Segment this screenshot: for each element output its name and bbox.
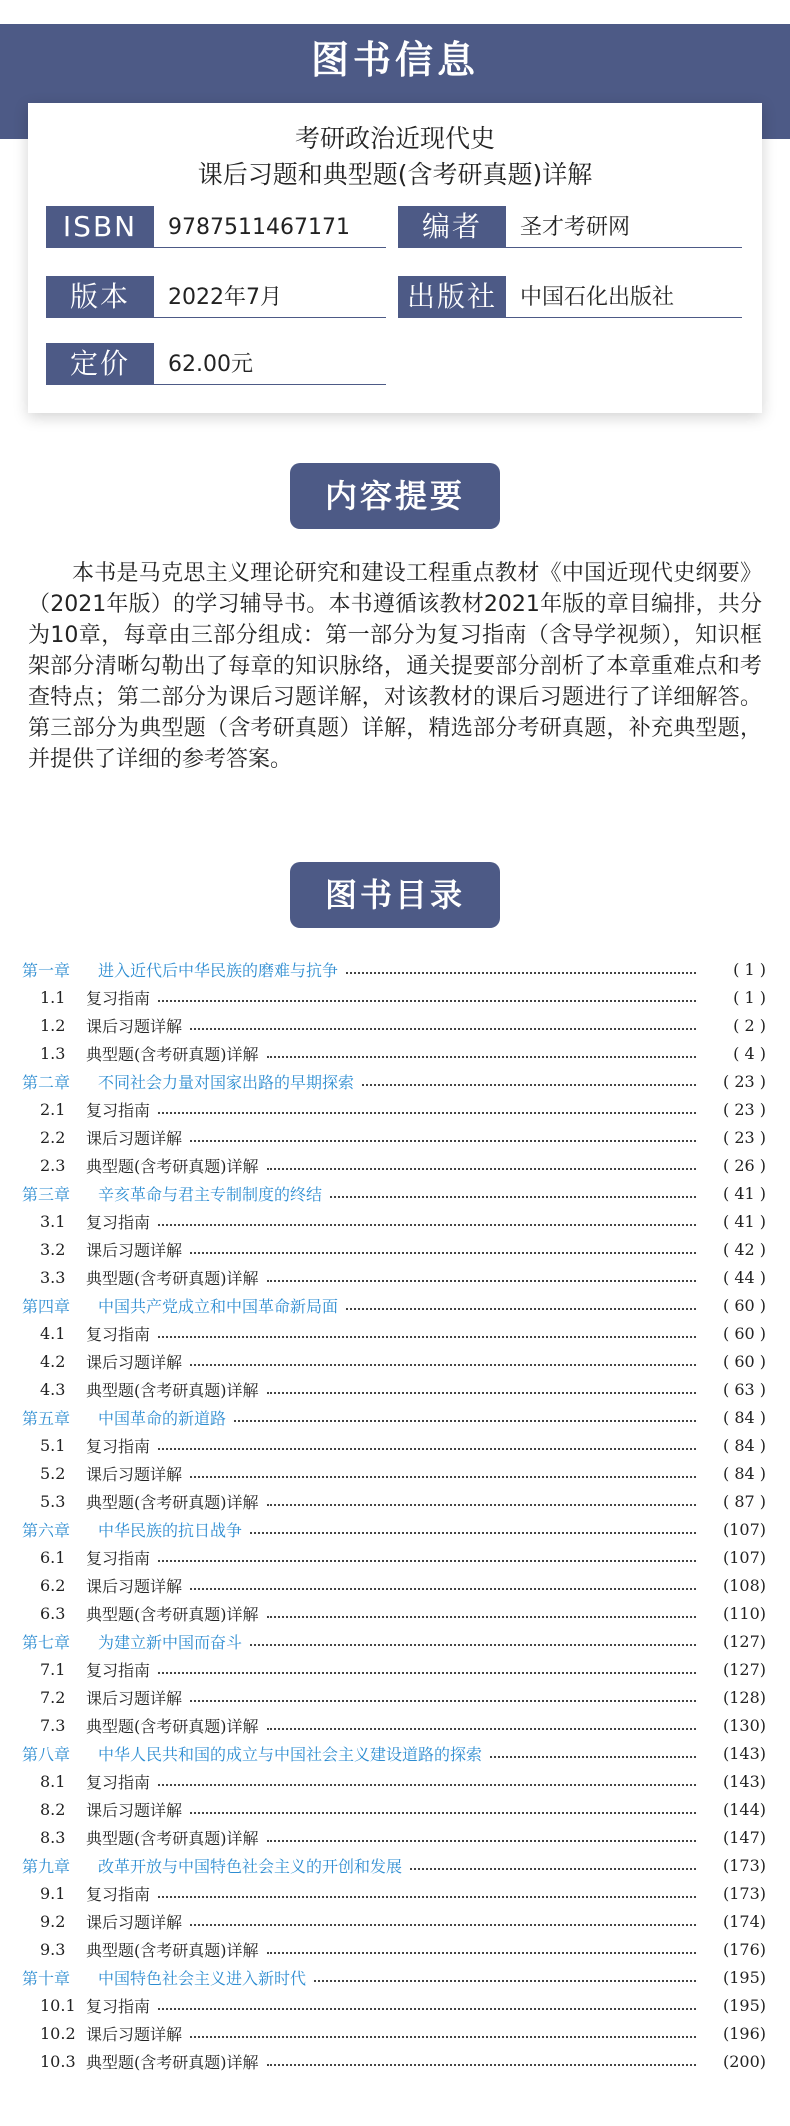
toc-entry-number: 第四章	[22, 1296, 71, 1316]
toc-entry-page: (200)	[722, 2051, 766, 2071]
toc-section-row[interactable]	[22, 1683, 766, 1711]
isbn-value: 9787511467171	[154, 206, 386, 248]
toc-entry-number: 第七章	[22, 1632, 71, 1652]
toc-entry-page: ( 26 )	[722, 1155, 766, 1175]
toc-leader-dots	[190, 1588, 696, 1590]
book-info-card	[28, 103, 762, 413]
toc-entry-title: 典型题(含考研真题)详解	[86, 1044, 259, 1064]
toc-entry-title: 课后习题详解	[86, 1800, 183, 1820]
toc-section-row[interactable]	[22, 1347, 766, 1375]
toc-section-row[interactable]	[22, 1767, 766, 1795]
price-field	[46, 343, 386, 385]
toc-leader-dots	[267, 1392, 697, 1394]
toc-entry-title: 辛亥革命与君主专制制度的终结	[98, 1184, 323, 1204]
table-of-contents	[22, 955, 766, 2075]
toc-entry-title: 复习指南	[86, 1884, 151, 1904]
toc-entry-page: ( 2 )	[733, 1015, 766, 1035]
toc-entry-page: (143)	[722, 1743, 766, 1763]
toc-entry-title: 典型题(含考研真题)详解	[86, 1604, 259, 1624]
toc-leader-dots	[267, 1840, 697, 1842]
toc-entry-number: 9.2	[40, 1911, 66, 1931]
isbn-field	[46, 206, 386, 248]
toc-leader-dots	[346, 1308, 696, 1310]
toc-section-row[interactable]	[22, 1459, 766, 1487]
toc-entry-title: 复习指南	[86, 1996, 151, 2016]
toc-entry-number: 6.2	[40, 1575, 66, 1595]
toc-entry-title: 中华人民共和国的成立与中国社会主义建设道路的探索	[98, 1744, 483, 1764]
toc-leader-dots	[158, 1000, 696, 1002]
toc-chapter-row[interactable]	[22, 1067, 766, 1095]
toc-entry-number: 10.3	[40, 2051, 76, 2071]
book-title-line1: 考研政治近现代史	[294, 124, 495, 153]
toc-entry-number: 4.3	[40, 1379, 66, 1399]
toc-entry-number: 2.2	[40, 1127, 66, 1147]
toc-entry-page: ( 44 )	[722, 1267, 766, 1287]
toc-entry-title: 复习指南	[86, 1324, 151, 1344]
toc-leader-dots	[190, 1476, 696, 1478]
toc-entry-number: 5.2	[40, 1463, 66, 1483]
toc-entry-title: 典型题(含考研真题)详解	[86, 1940, 259, 1960]
toc-entry-page: (176)	[722, 1939, 766, 1959]
toc-entry-page: ( 41 )	[722, 1183, 766, 1203]
toc-leader-dots	[158, 1784, 696, 1786]
toc-section-row[interactable]	[22, 1263, 766, 1291]
toc-entry-page: ( 60 )	[722, 1295, 766, 1315]
toc-leader-dots	[330, 1196, 696, 1198]
toc-entry-page: (173)	[722, 1855, 766, 1875]
toc-entry-page: (127)	[722, 1659, 766, 1679]
toc-leader-dots	[267, 1504, 697, 1506]
toc-section-row[interactable]	[22, 1235, 766, 1263]
toc-leader-dots	[490, 1756, 696, 1758]
toc-entry-number: 8.1	[40, 1771, 66, 1791]
edition-field	[46, 276, 386, 318]
toc-entry-title: 典型题(含考研真题)详解	[86, 1716, 259, 1736]
toc-entry-number: 1.2	[40, 1015, 66, 1035]
toc-entry-title: 课后习题详解	[86, 1464, 183, 1484]
toc-leader-dots	[362, 1084, 696, 1086]
edition-label: 版本	[46, 276, 154, 318]
toc-entry-number: 第六章	[22, 1520, 71, 1540]
toc-entry-page: (173)	[722, 1883, 766, 1903]
toc-chapter-row[interactable]	[22, 1627, 766, 1655]
editor-value: 圣才考研网	[506, 206, 742, 248]
toc-leader-dots	[267, 2064, 697, 2066]
toc-entry-number: 3.2	[40, 1239, 66, 1259]
toc-entry-number: 7.3	[40, 1715, 66, 1735]
edition-value: 2022年7月	[154, 276, 386, 318]
toc-entry-title: 复习指南	[86, 988, 151, 1008]
summary-text: 本书是马克思主义理论研究和建设工程重点教材《中国近现代史纲要》（2021年版）的学习辅导书。本书遵循该教材2021年版的章目编排，共分为10章，每章由三部分组成：第一部分为复习指南（含导学视频），知识框架部分清晰勾勒出了每章的知识脉络，通关提要部分剖析了本章重难点和考查特点；第二部分为课后习题详解，对该教材的课后习题进行了详细解答。第三部分为典型题（含考研真题）详解，精选部分考研真题，补充典型题，并提供了详细的参考答案。	[28, 561, 762, 772]
toc-entry-title: 不同社会力量对国家出路的早期探索	[98, 1072, 355, 1092]
toc-entry-title: 课后习题详解	[86, 1352, 183, 1372]
toc-entry-title: 典型题(含考研真题)详解	[86, 1156, 259, 1176]
toc-leader-dots	[158, 1560, 696, 1562]
toc-chapter-row[interactable]	[22, 1851, 766, 1879]
toc-section-row[interactable]	[22, 1431, 766, 1459]
toc-entry-page: ( 84 )	[722, 1435, 766, 1455]
toc-leader-dots	[250, 1532, 696, 1534]
toc-entry-number: 第十章	[22, 1968, 71, 1988]
toc-chapter-row[interactable]	[22, 1403, 766, 1431]
toc-entry-number: 4.1	[40, 1323, 66, 1343]
toc-entry-number: 第一章	[22, 960, 71, 980]
toc-entry-title: 典型题(含考研真题)详解	[86, 1380, 259, 1400]
toc-chapter-row[interactable]	[22, 1291, 766, 1319]
toc-leader-dots	[267, 1168, 697, 1170]
toc-leader-dots	[314, 1980, 696, 1982]
toc-section-row[interactable]	[22, 1907, 766, 1935]
toc-entry-number: 3.3	[40, 1267, 66, 1287]
toc-entry-page: ( 41 )	[722, 1211, 766, 1231]
toc-leader-dots	[267, 1952, 697, 1954]
toc-entry-number: 2.3	[40, 1155, 66, 1175]
toc-entry-number: 第三章	[22, 1184, 71, 1204]
toc-section-row[interactable]	[22, 1095, 766, 1123]
toc-entry-page: (110)	[722, 1603, 766, 1623]
toc-section-row[interactable]	[22, 983, 766, 1011]
toc-entry-title: 进入近代后中华民族的磨难与抗争	[98, 960, 339, 980]
toc-chapter-row[interactable]	[22, 1963, 766, 1991]
toc-entry-page: ( 23 )	[722, 1099, 766, 1119]
toc-entry-title: 改革开放与中国特色社会主义的开创和发展	[98, 1856, 403, 1876]
toc-entry-page: (107)	[722, 1547, 766, 1567]
toc-entry-number: 10.1	[40, 1995, 76, 2015]
toc-section-row[interactable]	[22, 1543, 766, 1571]
toc-entry-page: ( 23 )	[722, 1071, 766, 1091]
editor-label: 编者	[398, 206, 506, 248]
toc-entry-number: 1.1	[40, 987, 66, 1007]
book-title	[28, 121, 762, 193]
toc-leader-dots	[267, 1056, 697, 1058]
price-value: 62.00元	[154, 343, 386, 385]
toc-entry-number: 第五章	[22, 1408, 71, 1428]
toc-leader-dots	[158, 2008, 696, 2010]
toc-section-row[interactable]	[22, 1123, 766, 1151]
toc-section-row[interactable]	[22, 1487, 766, 1515]
toc-entry-page: ( 63 )	[722, 1379, 766, 1399]
toc-entry-title: 复习指南	[86, 1772, 151, 1792]
toc-entry-page: ( 84 )	[722, 1407, 766, 1427]
toc-entry-page: (143)	[722, 1771, 766, 1791]
toc-leader-dots	[158, 1336, 696, 1338]
toc-entry-title: 中华民族的抗日战争	[98, 1520, 243, 1540]
toc-leader-dots	[190, 1364, 696, 1366]
toc-entry-number: 1.3	[40, 1043, 66, 1063]
toc-leader-dots	[190, 2036, 696, 2038]
toc-entry-page: ( 1 )	[733, 959, 766, 979]
editor-field	[398, 206, 742, 248]
toc-leader-dots	[190, 1028, 696, 1030]
toc-leader-dots	[190, 1140, 696, 1142]
toc-entry-number: 9.3	[40, 1939, 66, 1959]
toc-section-row[interactable]	[22, 1011, 766, 1039]
toc-entry-page: ( 4 )	[733, 1043, 766, 1063]
toc-section-row[interactable]	[22, 1655, 766, 1683]
toc-section-row[interactable]	[22, 1207, 766, 1235]
toc-entry-page: ( 42 )	[722, 1239, 766, 1259]
isbn-label: ISBN	[46, 206, 154, 248]
toc-entry-page: (107)	[722, 1519, 766, 1539]
toc-leader-dots	[190, 1924, 696, 1926]
toc-entry-title: 中国特色社会主义进入新时代	[98, 1968, 307, 1988]
toc-leader-dots	[410, 1868, 696, 1870]
toc-entry-page: ( 23 )	[722, 1127, 766, 1147]
toc-entry-number: 第九章	[22, 1856, 71, 1876]
toc-entry-number: 7.1	[40, 1659, 66, 1679]
toc-section-row[interactable]	[22, 1795, 766, 1823]
toc-chapter-row[interactable]	[22, 1515, 766, 1543]
toc-entry-number: 4.2	[40, 1351, 66, 1371]
toc-section-row[interactable]	[22, 2019, 766, 2047]
price-label: 定价	[46, 343, 154, 385]
toc-chapter-row[interactable]	[22, 1179, 766, 1207]
toc-entry-title: 中国革命的新道路	[98, 1408, 227, 1428]
toc-leader-dots	[190, 1700, 696, 1702]
toc-leader-dots	[267, 1728, 697, 1730]
toc-entry-page: (195)	[722, 1995, 766, 2015]
toc-section-row[interactable]	[22, 1039, 766, 1067]
toc-entry-title: 复习指南	[86, 1100, 151, 1120]
toc-section-row[interactable]	[22, 1319, 766, 1347]
toc-entry-page: (195)	[722, 1967, 766, 1987]
toc-entry-number: 第八章	[22, 1744, 71, 1764]
toc-entry-number: 6.1	[40, 1547, 66, 1567]
publisher-field	[398, 276, 742, 318]
toc-entry-title: 典型题(含考研真题)详解	[86, 1828, 259, 1848]
toc-section-row[interactable]	[22, 1375, 766, 1403]
toc-entry-title: 典型题(含考研真题)详解	[86, 1492, 259, 1512]
toc-entry-title: 复习指南	[86, 1212, 151, 1232]
toc-entry-page: (127)	[722, 1631, 766, 1651]
toc-section-row[interactable]	[22, 1151, 766, 1179]
toc-entry-number: 9.1	[40, 1883, 66, 1903]
toc-entry-title: 复习指南	[86, 1660, 151, 1680]
toc-leader-dots	[346, 972, 696, 974]
toc-entry-title: 课后习题详解	[86, 1128, 183, 1148]
toc-entry-page: (144)	[722, 1799, 766, 1819]
toc-entry-number: 第二章	[22, 1072, 71, 1092]
toc-entry-title: 课后习题详解	[86, 1240, 183, 1260]
toc-entry-number: 2.1	[40, 1099, 66, 1119]
toc-leader-dots	[158, 1224, 696, 1226]
toc-leader-dots	[234, 1420, 696, 1422]
toc-leader-dots	[158, 1896, 696, 1898]
toc-entry-page: (147)	[722, 1827, 766, 1847]
toc-entry-page: ( 84 )	[722, 1463, 766, 1483]
toc-entry-page: ( 60 )	[722, 1351, 766, 1371]
toc-entry-title: 典型题(含考研真题)详解	[86, 2052, 259, 2072]
toc-entry-title: 复习指南	[86, 1436, 151, 1456]
toc-section-row[interactable]	[22, 2047, 766, 2075]
toc-leader-dots	[158, 1448, 696, 1450]
toc-entry-number: 6.3	[40, 1603, 66, 1623]
toc-section-row[interactable]	[22, 1571, 766, 1599]
toc-entry-title: 典型题(含考研真题)详解	[86, 1268, 259, 1288]
page-title: 图书信息	[310, 38, 479, 82]
toc-section-row[interactable]	[22, 1935, 766, 1963]
toc-entry-number: 10.2	[40, 2023, 76, 2043]
publisher-value: 中国石化出版社	[506, 276, 742, 318]
toc-entry-number: 8.2	[40, 1799, 66, 1819]
toc-entry-page: (130)	[722, 1715, 766, 1735]
toc-entry-number: 8.3	[40, 1827, 66, 1847]
summary-heading: 内容提要	[290, 463, 500, 529]
toc-entry-number: 5.1	[40, 1435, 66, 1455]
book-title-line2: 课后习题和典型题(含考研真题)详解	[197, 160, 593, 189]
toc-entry-title: 课后习题详解	[86, 2024, 183, 2044]
toc-section-row[interactable]	[22, 1991, 766, 2019]
toc-section-row[interactable]	[22, 1599, 766, 1627]
toc-leader-dots	[250, 1644, 696, 1646]
toc-entry-number: 7.2	[40, 1687, 66, 1707]
toc-entry-page: (174)	[722, 1911, 766, 1931]
toc-entry-title: 为建立新中国而奋斗	[98, 1632, 243, 1652]
toc-entry-number: 5.3	[40, 1491, 66, 1511]
toc-chapter-row[interactable]	[22, 1739, 766, 1767]
toc-entry-title: 课后习题详解	[86, 1016, 183, 1036]
toc-section-row[interactable]	[22, 1711, 766, 1739]
toc-entry-page: ( 1 )	[733, 987, 766, 1007]
toc-leader-dots	[267, 1616, 697, 1618]
toc-entry-number: 3.1	[40, 1211, 66, 1231]
publisher-label: 出版社	[398, 276, 506, 318]
toc-entry-page: (108)	[722, 1575, 766, 1595]
toc-section-row[interactable]	[22, 1879, 766, 1907]
toc-leader-dots	[267, 1280, 697, 1282]
toc-entry-page: ( 87 )	[722, 1491, 766, 1511]
toc-entry-title: 课后习题详解	[86, 1576, 183, 1596]
toc-leader-dots	[190, 1252, 696, 1254]
toc-chapter-row[interactable]	[22, 955, 766, 983]
toc-entry-title: 课后习题详解	[86, 1688, 183, 1708]
toc-entry-title: 课后习题详解	[86, 1912, 183, 1932]
toc-leader-dots	[158, 1112, 696, 1114]
toc-entry-page: (128)	[722, 1687, 766, 1707]
toc-leader-dots	[190, 1812, 696, 1814]
toc-entry-page: ( 60 )	[722, 1323, 766, 1343]
toc-leader-dots	[158, 1672, 696, 1674]
toc-entry-title: 中国共产党成立和中国革命新局面	[98, 1296, 339, 1316]
toc-heading: 图书目录	[290, 862, 500, 928]
toc-entry-title: 复习指南	[86, 1548, 151, 1568]
toc-section-row[interactable]	[22, 1823, 766, 1851]
toc-entry-page: (196)	[722, 2023, 766, 2043]
